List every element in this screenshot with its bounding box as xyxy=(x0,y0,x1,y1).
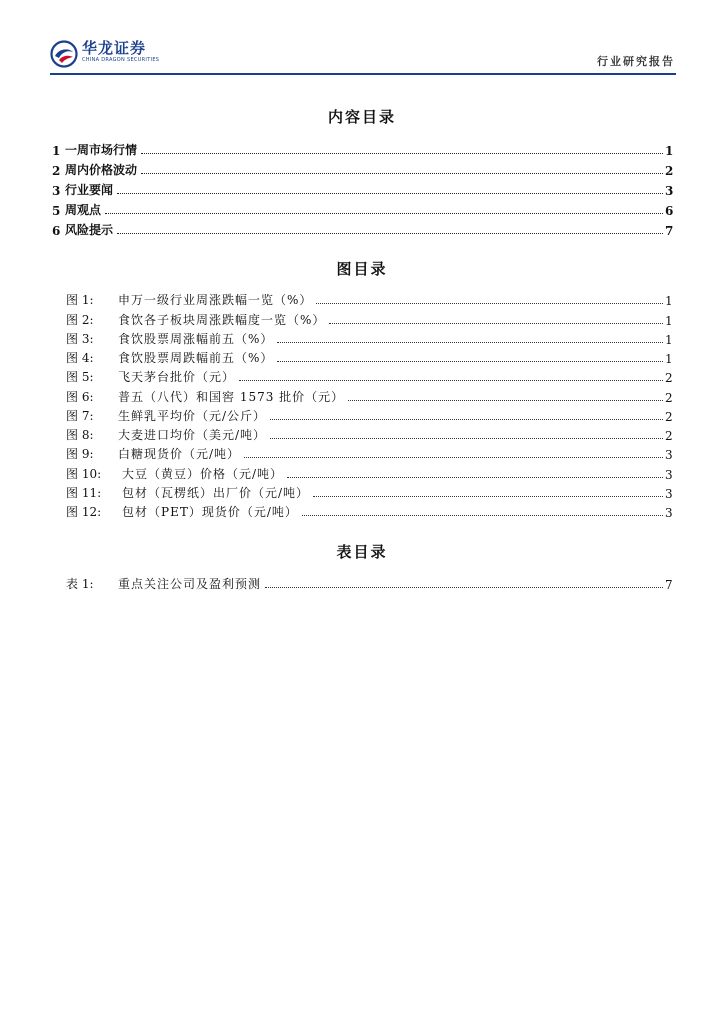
toc-entry-number: 1 xyxy=(52,144,61,158)
entry-title: 食饮股票周涨幅前五（%） xyxy=(118,331,274,346)
entry-label: 图 12: xyxy=(66,505,102,519)
toc-entry-page: 1 xyxy=(665,144,674,158)
figure-entry[interactable] xyxy=(66,424,672,443)
dot-leader xyxy=(287,476,663,478)
entry-page: 3 xyxy=(665,506,673,520)
figure-entry[interactable] xyxy=(66,366,672,385)
entry-label: 图 2: xyxy=(66,312,94,327)
entry-title: 申万一级行业周涨跌幅一览（%） xyxy=(118,293,313,308)
toc-entry[interactable] xyxy=(52,138,672,158)
dot-leader xyxy=(141,172,663,174)
tables-heading: 表目录 xyxy=(336,543,388,561)
report-type-label: 行业研究报告 xyxy=(597,55,675,68)
toc-entry-number: 3 xyxy=(52,184,61,198)
dot-leader xyxy=(313,495,663,497)
dot-leader xyxy=(117,232,663,234)
figure-entry[interactable] xyxy=(66,462,672,481)
figure-entry[interactable] xyxy=(66,385,672,404)
page-header xyxy=(50,40,675,74)
figure-entry[interactable] xyxy=(66,501,672,520)
entry-title: 包材（瓦楞纸）出厂价（元/吨） xyxy=(122,485,310,500)
dot-leader xyxy=(265,586,663,588)
entry-label: 图 5: xyxy=(66,370,94,385)
entry-title: 大麦进口均价（美元/吨） xyxy=(118,428,267,442)
dot-leader xyxy=(270,418,663,420)
entry-label: 图 10: xyxy=(66,466,102,481)
dot-leader xyxy=(105,212,663,214)
toc-entry-title: 周观点 xyxy=(65,203,102,217)
dot-leader xyxy=(239,379,663,381)
figure-entry[interactable] xyxy=(66,328,672,347)
table-entry[interactable] xyxy=(66,573,672,592)
figures-heading: 图目录 xyxy=(336,260,388,278)
entry-title: 食饮各子板块周涨跌幅度一览（%） xyxy=(118,312,326,327)
header-divider xyxy=(50,73,676,75)
tables-list xyxy=(66,573,672,592)
figure-entry[interactable] xyxy=(66,289,672,308)
entry-page: 1 xyxy=(665,294,673,309)
dot-leader xyxy=(277,360,663,362)
dot-leader xyxy=(302,514,663,516)
entry-page: 1 xyxy=(665,352,673,366)
entry-page: 1 xyxy=(665,332,673,347)
entry-label: 图 1: xyxy=(66,293,94,308)
entry-page: 2 xyxy=(665,390,673,405)
entry-page: 7 xyxy=(665,578,673,593)
entry-page: 3 xyxy=(665,467,673,482)
figure-entry[interactable] xyxy=(66,482,672,501)
contents-list xyxy=(52,138,672,238)
entry-title: 白糖现货价（元/吨） xyxy=(118,447,241,462)
toc-entry-title: 一周市场行情 xyxy=(65,143,138,157)
toc-entry[interactable] xyxy=(52,158,672,178)
entry-title: 大豆（黄豆）价格（元/吨） xyxy=(122,466,284,481)
entry-title: 生鲜乳平均价（元/公斤） xyxy=(118,408,267,423)
entry-label: 图 3: xyxy=(66,331,94,346)
dot-leader xyxy=(270,437,663,439)
entry-label: 图 7: xyxy=(66,408,94,423)
entry-title: 包材（PET）现货价（元/吨） xyxy=(122,505,298,519)
brand-name-en: CHINA DRAGON SECURITIES xyxy=(82,57,160,63)
entry-page: 3 xyxy=(665,486,673,501)
toc-entry-page: 3 xyxy=(665,184,674,198)
entry-title: 飞天茅台批价（元） xyxy=(118,370,236,385)
entry-label: 图 8: xyxy=(66,428,94,442)
entry-label: 图 4: xyxy=(66,351,94,365)
figure-entry[interactable] xyxy=(66,443,672,462)
dot-leader xyxy=(244,456,663,458)
toc-entry-number: 2 xyxy=(52,164,61,178)
entry-title: 重点关注公司及盈利预测 xyxy=(118,577,262,592)
entry-label: 图 6: xyxy=(66,389,94,404)
entry-title: 普五（八代）和国窖 1573 批价（元） xyxy=(118,389,345,404)
toc-entry[interactable] xyxy=(52,178,672,198)
dot-leader xyxy=(329,322,663,324)
figure-entry[interactable] xyxy=(66,405,672,424)
toc-entry-title: 行业要闻 xyxy=(65,183,114,197)
entry-page: 2 xyxy=(665,371,673,386)
brand-name-cn: 华龙证券 xyxy=(82,39,147,57)
brand-logo xyxy=(50,40,159,72)
contents-heading: 内容目录 xyxy=(327,108,396,126)
toc-entry-number: 6 xyxy=(52,224,61,238)
toc-entry-number: 5 xyxy=(52,204,61,218)
entry-label: 图 11: xyxy=(66,485,102,500)
dot-leader xyxy=(141,152,663,154)
toc-entry-title: 周内价格波动 xyxy=(65,163,138,177)
figure-entry[interactable] xyxy=(66,308,672,327)
toc-entry[interactable] xyxy=(52,198,672,218)
dot-leader xyxy=(348,399,663,401)
dot-leader xyxy=(277,341,663,343)
toc-entry-page: 6 xyxy=(665,204,674,218)
entry-page: 2 xyxy=(665,409,673,424)
entry-page: 2 xyxy=(665,429,673,443)
figures-list xyxy=(66,289,672,520)
toc-entry[interactable] xyxy=(52,218,672,238)
entry-label: 表 1: xyxy=(66,577,94,592)
toc-entry-page: 7 xyxy=(665,224,674,238)
entry-title: 食饮股票周跌幅前五（%） xyxy=(118,351,274,365)
dot-leader xyxy=(316,302,663,304)
dragon-logo-icon xyxy=(50,40,78,68)
entry-page: 1 xyxy=(665,313,673,328)
figure-entry[interactable] xyxy=(66,347,672,366)
entry-page: 3 xyxy=(665,448,673,463)
toc-entry-title: 风险提示 xyxy=(65,223,114,237)
toc-entry-page: 2 xyxy=(665,164,674,178)
entry-label: 图 9: xyxy=(66,447,94,462)
dot-leader xyxy=(117,192,663,194)
